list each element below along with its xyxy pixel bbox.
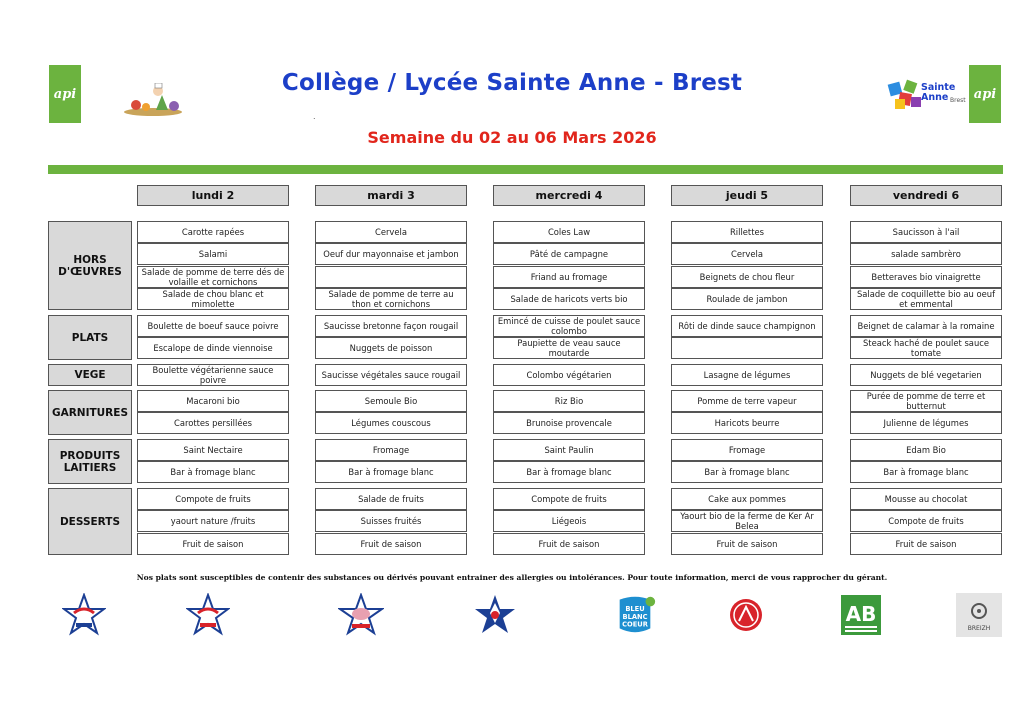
menu-cell: Brunoise provencale — [493, 412, 645, 434]
allergy-note: Nos plats sont susceptibles de contenir des substances ou dérivés pouvant entrainer des allergies ou intolérances. Pour toute information, merci de vous rapprocher du gérant. — [136, 573, 888, 582]
sainte-anne-city: Brest — [950, 97, 966, 104]
menu-cell: Friand au fromage — [493, 266, 645, 288]
agriculture-biologique-logo — [838, 592, 884, 638]
menu-cell: Salade de haricots verts bio — [493, 288, 645, 310]
menu-cell: Saucisse végétales sauce rougail — [315, 364, 467, 386]
menu-cell: Yaourt bio de la ferme de Ker Ar Belea — [671, 510, 823, 532]
menu-cell: Bar à fromage blanc — [315, 461, 467, 483]
day-header-friday: vendredi 6 — [850, 185, 1002, 206]
menu-cell: Saucisse bretonne façon rougail — [315, 315, 467, 337]
viande-de-veau-francaise-logo — [185, 592, 231, 638]
viande-bovine-francaise-logo — [61, 592, 107, 638]
menu-cell: Cervela — [671, 243, 823, 265]
menu-cell: Salade de pomme de terre dés de volaille et cornichons — [137, 266, 289, 288]
menu-cell: yaourt nature /fruits — [137, 510, 289, 532]
menu-cell: Salade de chou blanc et mimolette — [137, 288, 289, 310]
menu-cell: Haricots beurre — [671, 412, 823, 434]
category-plats: PLATS — [48, 315, 132, 360]
svg-text:BLEU: BLEU — [625, 605, 645, 614]
menu-cell: Saint Nectaire — [137, 439, 289, 461]
menu-cell: Fromage — [315, 439, 467, 461]
svg-text:BLANC: BLANC — [622, 612, 648, 621]
svg-text:COEUR: COEUR — [622, 620, 648, 629]
menu-cell: Macaroni bio — [137, 390, 289, 412]
menu-cell: Fruit de saison — [137, 533, 289, 555]
menu-cell: Colombo végétarien — [493, 364, 645, 386]
menu-cell: Saucisson à l'ail — [850, 221, 1002, 243]
menu-cell: Rillettes — [671, 221, 823, 243]
green-divider-bar — [48, 165, 1003, 174]
menu-cell: Steack haché de poulet sauce tomate — [850, 337, 1002, 359]
category-hors-doeuvres: HORS D'ŒUVRES — [48, 221, 132, 310]
menu-cell: Oeuf dur mayonnaise et jambon — [315, 243, 467, 265]
menu-cell: Compote de fruits — [493, 488, 645, 510]
svg-text:BREIZH: BREIZH — [967, 625, 991, 632]
menu-cell: Carotte rapées — [137, 221, 289, 243]
day-header-thursday: jeudi 5 — [671, 185, 823, 206]
menu-cell: Bar à fromage blanc — [671, 461, 823, 483]
menu-cell: Fruit de saison — [850, 533, 1002, 555]
sainte-anne-logo-text: Sainte Anne — [921, 82, 956, 103]
category-desserts: DESSERTS — [48, 488, 132, 555]
le-porc-francais-logo — [338, 592, 384, 638]
menu-cell: Saint Paulin — [493, 439, 645, 461]
menu-cell: Fruit de saison — [671, 533, 823, 555]
menu-cell: Boulette végétarienne sauce poivre — [137, 364, 289, 386]
menu-cell: Carottes persillées — [137, 412, 289, 434]
menu-cell: Semoule Bio — [315, 390, 467, 412]
menu-cell — [671, 337, 823, 359]
menu-cell: Pâté de campagne — [493, 243, 645, 265]
breizh-logo — [956, 592, 1002, 638]
menu-cell: Riz Bio — [493, 390, 645, 412]
menu-cell: Paupiette de veau sauce moutarde — [493, 337, 645, 359]
menu-cell: Salade de fruits — [315, 488, 467, 510]
menu-cell: salade sambrèro — [850, 243, 1002, 265]
category-vege: VEGE — [48, 364, 132, 386]
menu-cell: Compote de fruits — [850, 510, 1002, 532]
svg-text:AB: AB — [845, 602, 877, 626]
menu-cell: Rôti de dinde sauce champignon — [671, 315, 823, 337]
menu-cell — [315, 266, 467, 288]
category-produits-laitiers: PRODUITS LAITIERS — [48, 439, 132, 484]
menu-cell: Cake aux pommes — [671, 488, 823, 510]
day-header-tuesday: mardi 3 — [315, 185, 467, 206]
menu-cell: Coles Law — [493, 221, 645, 243]
menu-cell: Betteraves bio vinaigrette — [850, 266, 1002, 288]
menu-cell: Salade de pomme de terre au thon et cornichons — [315, 288, 467, 310]
menu-cell: Fromage — [671, 439, 823, 461]
menu-cell: Mousse au chocolat — [850, 488, 1002, 510]
bleu-blanc-coeur-logo — [612, 592, 658, 638]
menu-cell: Salade de coquillette bio au oeuf et emmental — [850, 288, 1002, 310]
page-title: Collège / Lycée Sainte Anne - Brest — [281, 70, 743, 96]
menu-cell: Fruit de saison — [315, 533, 467, 555]
api-logo-text: api — [53, 86, 77, 102]
menu-cell: Escalope de dinde viennoise — [137, 337, 289, 359]
menu-cell: Julienne de légumes — [850, 412, 1002, 434]
menu-cell: Nuggets de poisson — [315, 337, 467, 359]
menu-cell: Salami — [137, 243, 289, 265]
menu-cell: Bar à fromage blanc — [137, 461, 289, 483]
menu-cell: Liégeois — [493, 510, 645, 532]
menu-cell: Edam Bio — [850, 439, 1002, 461]
day-header-monday: lundi 2 — [137, 185, 289, 206]
menu-cell: Emincé de cuisse de poulet sauce colombo — [493, 315, 645, 337]
menu-cell: Boulette de boeuf sauce poivre — [137, 315, 289, 337]
week-subtitle: Semaine du 02 au 06 Mars 2026 — [367, 128, 657, 147]
menu-cell: Bar à fromage blanc — [493, 461, 645, 483]
stray-dot: . — [313, 112, 316, 121]
day-header-wednesday: mercredi 4 — [493, 185, 645, 206]
menu-cell: Bar à fromage blanc — [850, 461, 1002, 483]
menu-cell: Lasagne de légumes — [671, 364, 823, 386]
menu-cell: Beignet de calamar à la romaine — [850, 315, 1002, 337]
menu-cell: Fruit de saison — [493, 533, 645, 555]
menu-cell: Cervela — [315, 221, 467, 243]
menu-cell: Pomme de terre vapeur — [671, 390, 823, 412]
menu-cell: Nuggets de blé vegetarien — [850, 364, 1002, 386]
menu-cell: Suisses fruités — [315, 510, 467, 532]
category-garnitures: GARNITURES — [48, 390, 132, 435]
api-logo-text: api — [973, 86, 997, 102]
menu-cell: Roulade de jambon — [671, 288, 823, 310]
menu-cell: Beignets de chou fleur — [671, 266, 823, 288]
menu-cell: Légumes couscous — [315, 412, 467, 434]
label-rouge-logo — [723, 592, 769, 638]
menu-cell: Purée de pomme de terre et butternut — [850, 390, 1002, 412]
volaille-francaise-logo — [472, 592, 518, 638]
menu-cell: Compote de fruits — [137, 488, 289, 510]
